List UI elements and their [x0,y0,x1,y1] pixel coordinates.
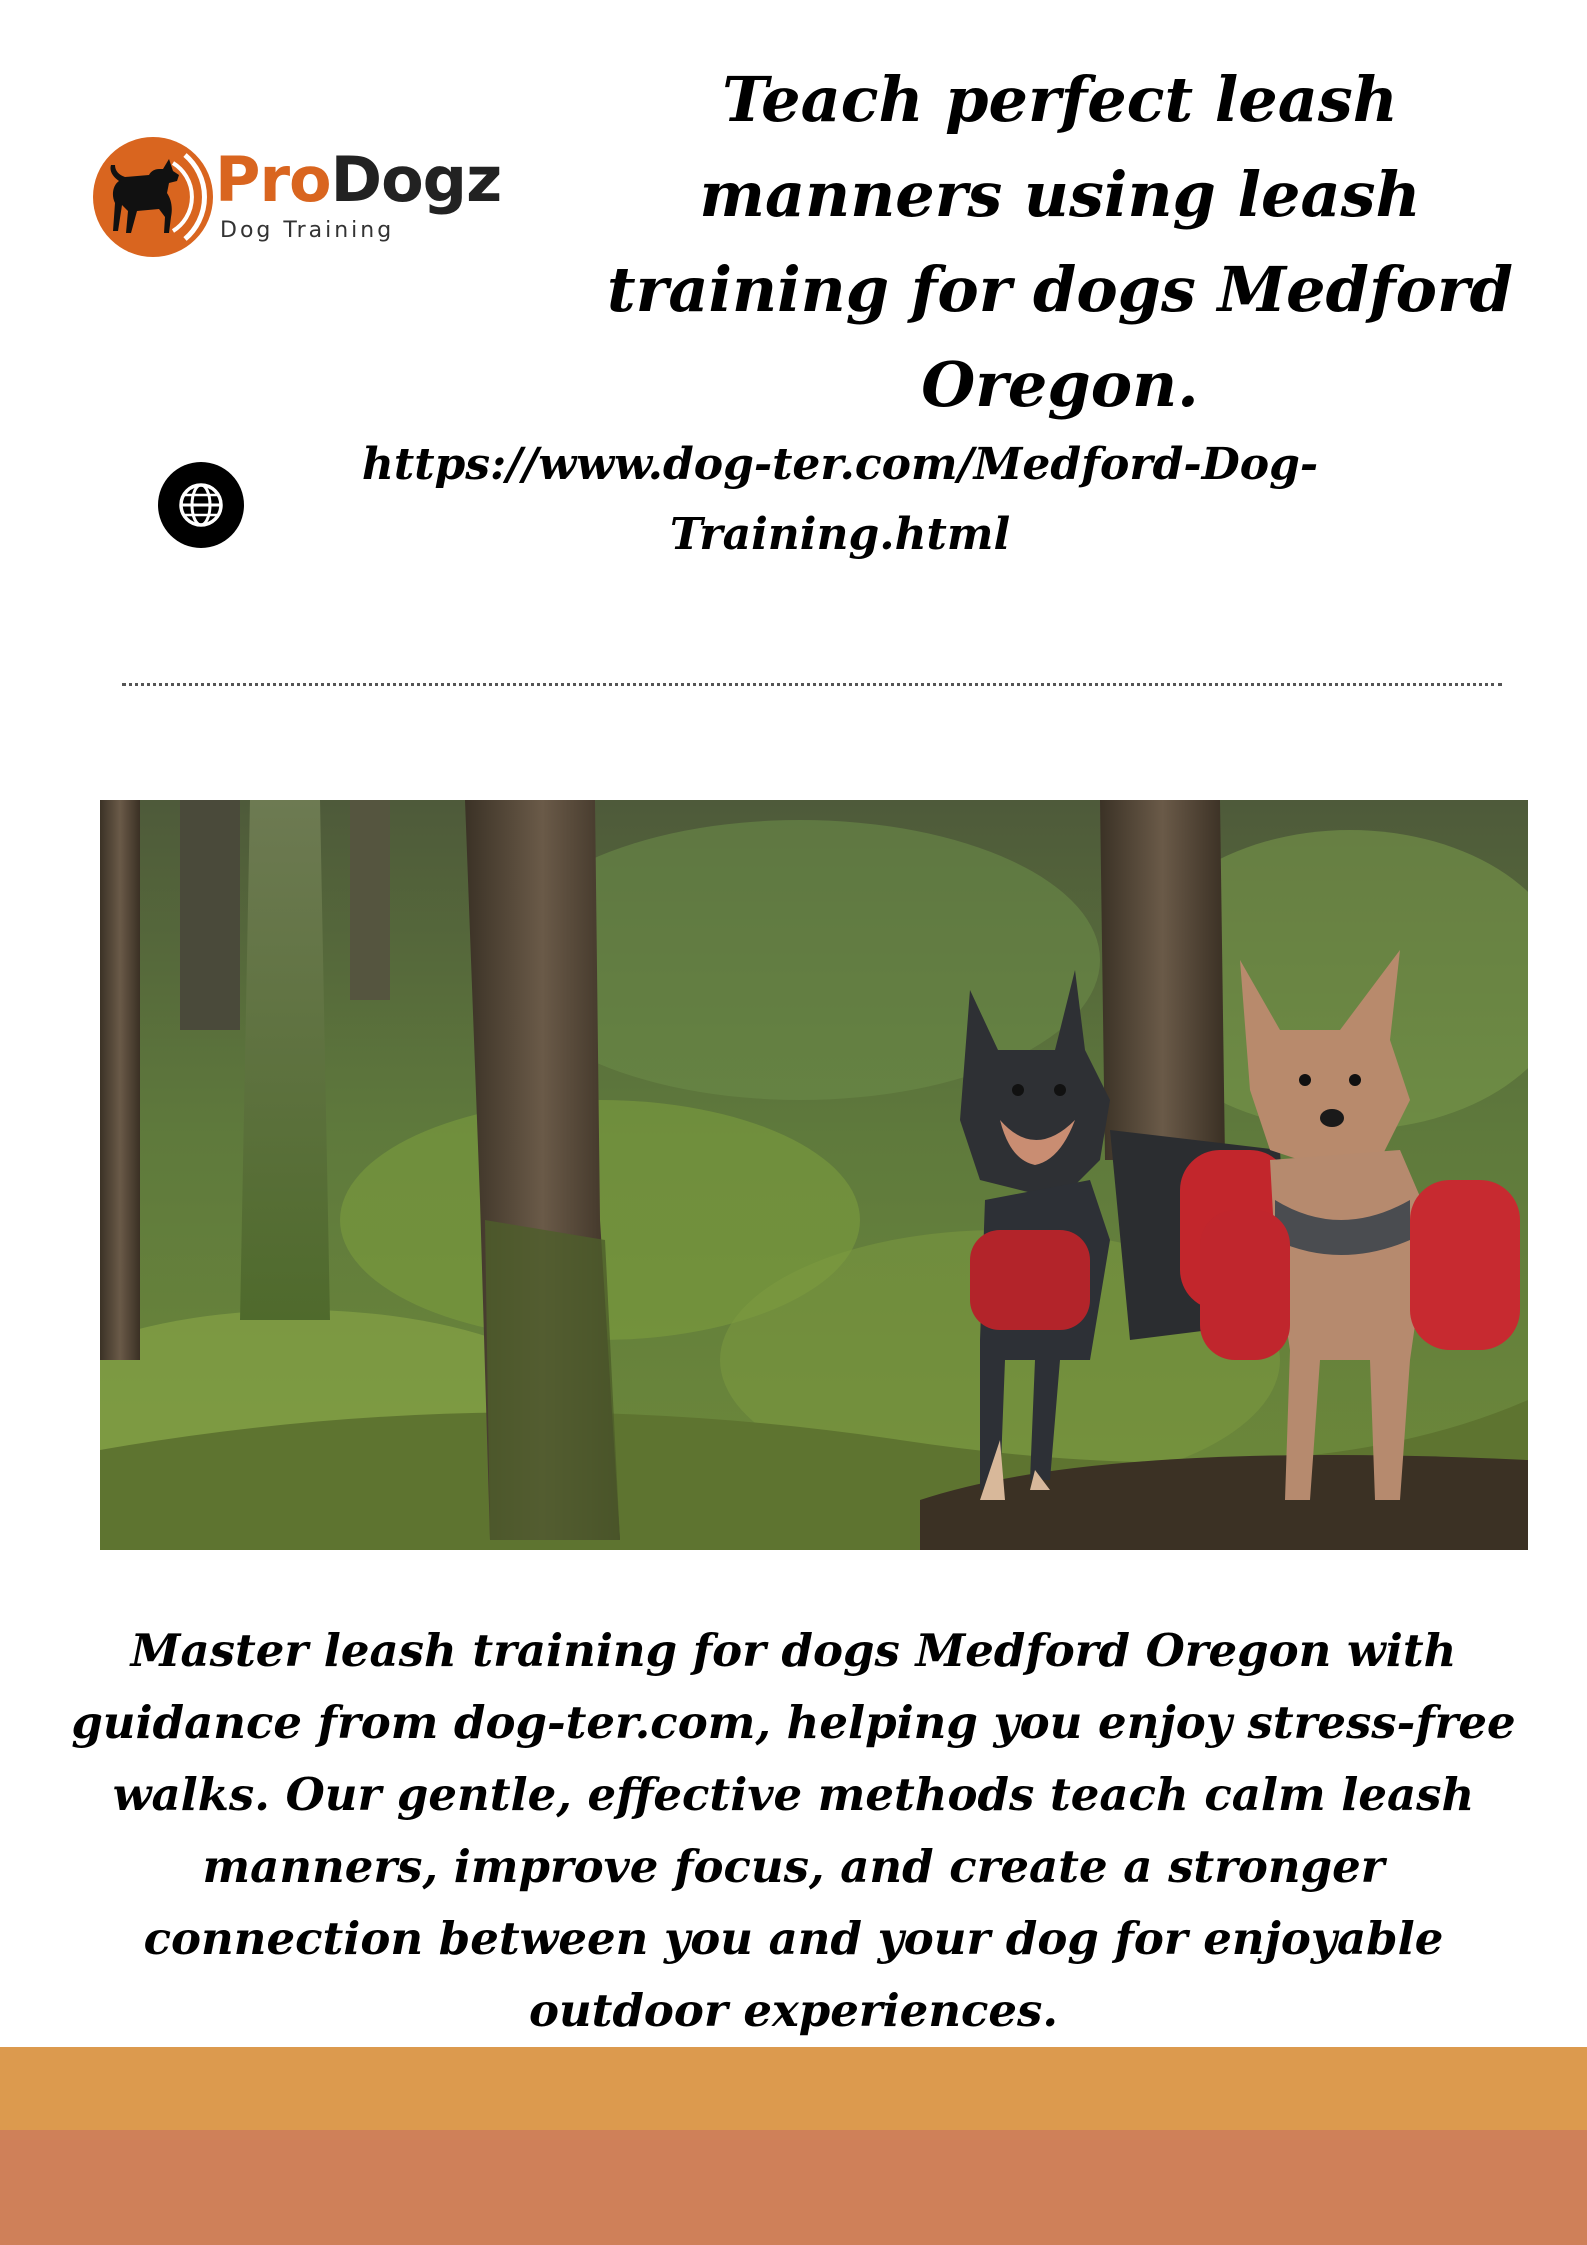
logo-text-dogz: Dogz [330,143,502,216]
brand-logo [85,135,535,260]
footer-band-top [0,2047,1587,2130]
footer-band-bottom [0,2130,1587,2245]
logo-text-pro: Pro [215,143,331,216]
dogs-forest-photo [100,800,1528,1550]
dotted-divider [122,683,1502,686]
globe-icon [158,462,244,548]
description-paragraph: Master leash training for dogs Medford Oregon with guidance from dog-ter.com, helping you enjoy stress-free walks. Our gentle, effective methods teach calm leash manners, improve focus, and create a stronger connection between you and your dog for enjoyable outdoor experiences. [71,1624,1516,2037]
page-title: Teach perfect leash manners using leash training for dogs Medford Oregon. [607,63,1513,421]
logo-subtitle: Dog Training [220,218,395,243]
dog-logo-icon [85,135,215,260]
website-link[interactable]: https://www.dog-ter.com/Medford-Dog-Training.html [361,439,1319,560]
